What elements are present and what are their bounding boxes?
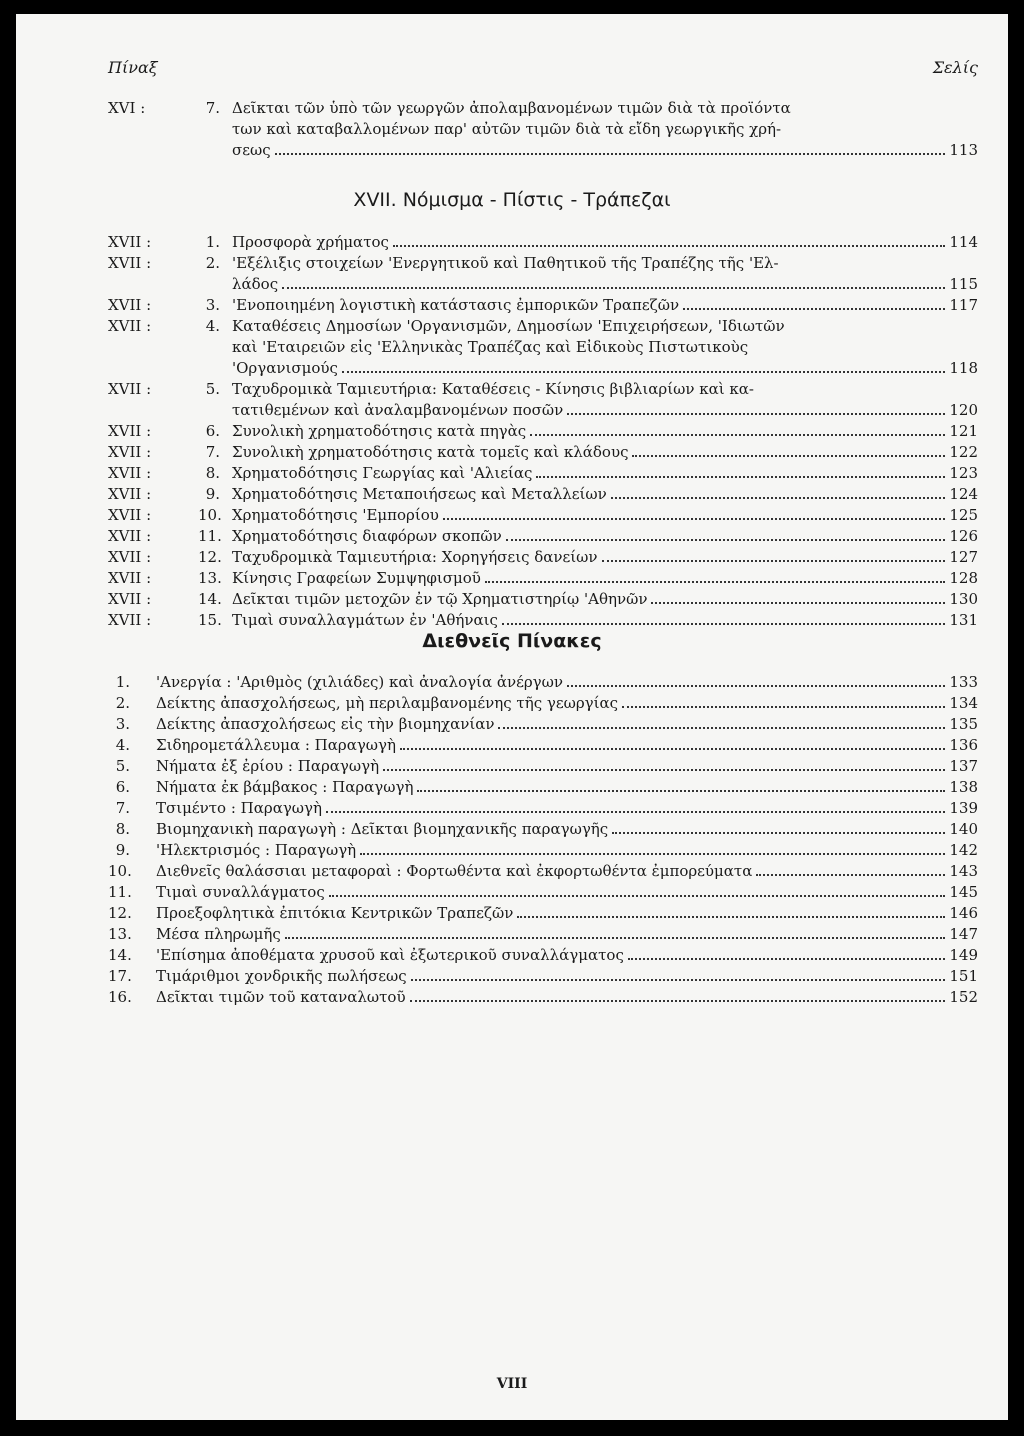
entry-text [232, 232, 978, 253]
entry-number: 13. [198, 569, 222, 587]
entry-number: 14. [198, 590, 222, 608]
entry-title: 'Ενοποιημένη λογιστικὴ κατάστασις ἐμπορικῶν Τραπεζῶν [232, 296, 680, 314]
entry-number: 11. [198, 527, 222, 545]
entry-text-line: 'Εξέλιξις στοιχείων 'Ενεργητικοῦ καὶ Παθητικοῦ τῆς Τραπέζης τῆς 'Ελ- [232, 254, 779, 272]
entry-page-number: 113 [949, 141, 978, 159]
entry-page-number: 118 [949, 359, 978, 377]
page-folio: VIII [496, 1376, 528, 1392]
dot-leader [360, 840, 945, 855]
entry-title: Χρηματοδότησις Γεωργίας καὶ 'Αλιείας [232, 464, 533, 482]
entry-text-line: Ταχυδρομικὰ Ταμιευτήρια: Καταθέσεις - Κίνησις βιβλιαρίων καὶ κα- [232, 380, 754, 398]
entry-text [232, 295, 978, 316]
table-group: XVII : [108, 590, 152, 608]
entry-number: 3. [115, 715, 130, 733]
entry-last-line [232, 484, 978, 505]
entry-text [232, 610, 978, 631]
dot-leader [410, 987, 946, 1002]
dot-leader [683, 295, 945, 310]
table-group: XVII : [108, 254, 152, 272]
entry-page-number: 122 [949, 443, 978, 461]
entry-page-number: 147 [949, 925, 978, 943]
dot-leader [536, 463, 945, 478]
entry-page-number: 142 [949, 841, 978, 859]
table-group: XVII : [108, 296, 152, 314]
dot-leader [622, 693, 945, 708]
entry-text-line: των καὶ καταβαλλομένων παρ' αὐτῶν τιμῶν διὰ τὰ εἴδη γεωργικῆς χρή- [232, 120, 782, 138]
table-group: XVII : [108, 380, 152, 398]
entry-title: Μέσα πληρωμῆς [156, 925, 281, 943]
entry-title: Δείκτης ἀπασχολήσεως εἰς τὴν βιομηχανίαν [156, 715, 495, 733]
entry-title: Κίνησις Γραφείων Συμψηφισμοῦ [232, 569, 481, 587]
entry-number: 10. [108, 862, 132, 880]
dot-leader [326, 798, 945, 813]
entry-title: Χρηματοδότησις 'Εμπορίου [232, 506, 439, 524]
entry-number: 4. [205, 317, 220, 335]
entry-page-number: 115 [949, 275, 978, 293]
entry-text [156, 693, 978, 714]
entry-text [156, 777, 978, 798]
entry-title: Νήματα ἐκ βάμβακος : Παραγωγὴ [156, 778, 414, 796]
entry-last-line [232, 526, 978, 547]
entry-number: 9. [205, 485, 220, 503]
entry-text [156, 966, 978, 987]
table-group: XVI : [108, 99, 146, 117]
entry-title: Νήματα ἐξ ἐρίου : Παραγωγὴ [156, 757, 380, 775]
dot-leader [632, 442, 945, 457]
entry-text-line: καὶ 'Εταιρειῶν εἰς 'Ελληνικὰς Τραπέζας καὶ Εἰδικοὺς Πιστωτικοὺς [232, 338, 749, 356]
entry-number: 9. [115, 841, 130, 859]
entry-text [156, 756, 978, 777]
table-group: XVII : [108, 485, 152, 503]
dot-leader [417, 777, 945, 792]
dot-leader [611, 484, 946, 499]
entry-last-line [232, 505, 978, 526]
entry-last-line [232, 442, 978, 463]
entry-number: 12. [108, 904, 132, 922]
entry-number: 7. [115, 799, 130, 817]
entry-title: Δείκτης ἀπασχολήσεως, μὴ περιλαμβανομένης τῆς γεωργίας [156, 694, 619, 712]
entry-number: 1. [115, 673, 130, 691]
entry-title: Διεθνεῖς θαλάσσιαι μεταφοραὶ : Φορτωθέντα καὶ ἐκφορτωθέντα ἐμπορεύματα [156, 862, 753, 880]
entry-last-line [232, 140, 978, 161]
entry-last-line [232, 463, 978, 484]
entry-title: Δεῖκται τιμῶν μετοχῶν ἐν τῷ Χρηματιστηρίῳ 'Αθηνῶν [232, 590, 648, 608]
entry-number: 7. [205, 99, 220, 117]
table-group: XVII : [108, 443, 152, 461]
entry-text [232, 505, 978, 526]
entry-text [156, 735, 978, 756]
entry-title: Τιμαὶ συναλλάγματος [156, 883, 325, 901]
entry-title: Χρηματοδότησις Μεταποιήσεως καὶ Μεταλλείων [232, 485, 607, 503]
entry-page-number: 152 [949, 988, 978, 1006]
entry-text [156, 987, 978, 1008]
entry-page-number: 126 [949, 527, 978, 545]
table-group: XVII : [108, 422, 152, 440]
table-group: XVII : [108, 611, 152, 629]
entry-text-line: Δεῖκται τῶν ὑπὸ τῶν γεωργῶν ἀπολαμβανομένων τιμῶν διὰ τὰ προϊόντα [232, 99, 791, 117]
section-heading: XVII. Νόμισμα - Πίστις - Τράπεζαι [353, 189, 671, 211]
entry-text [156, 861, 978, 882]
entry-number: 5. [205, 380, 220, 398]
entry-number: 1. [205, 233, 220, 251]
entry-last-line [232, 421, 978, 442]
entry-text [232, 421, 978, 442]
entry-title: Τσιμέντο : Παραγωγὴ [156, 799, 322, 817]
entry-page-number: 137 [949, 757, 978, 775]
entry-text [156, 945, 978, 966]
entry-text [156, 819, 978, 840]
entry-number: 8. [115, 820, 130, 838]
entry-title: Χρηματοδότησις διαφόρων σκοπῶν [232, 527, 502, 545]
entry-text [232, 379, 978, 421]
entry-text [156, 798, 978, 819]
entry-last-line [156, 882, 978, 903]
entry-page-number: 149 [949, 946, 978, 964]
entry-page-number: 131 [949, 611, 978, 629]
entry-title: Ταχυδρομικὰ Ταμιευτήρια: Χορηγήσεις δανείων [232, 548, 598, 566]
dot-leader [275, 140, 946, 155]
entry-title: σεως [232, 141, 271, 159]
entry-page-number: 134 [949, 694, 978, 712]
entry-text [156, 714, 978, 735]
dot-leader [443, 505, 945, 520]
entry-last-line [232, 274, 978, 295]
entry-title: Τιμάριθμοι χονδρικῆς πωλήσεως [156, 967, 407, 985]
entry-title: Προσφορὰ χρήματος [232, 233, 389, 251]
entry-page-number: 151 [949, 967, 978, 985]
entry-page-number: 114 [949, 233, 978, 251]
entry-title: Προεξοφλητικὰ ἐπιτόκια Κεντρικῶν Τραπεζῶν [156, 904, 514, 922]
entry-number: 10. [198, 506, 222, 524]
header-table-label: Πίναξ [108, 58, 158, 77]
entry-last-line [156, 903, 978, 924]
entry-last-line [156, 672, 978, 693]
entry-page-number: 127 [949, 548, 978, 566]
dot-leader [342, 358, 945, 373]
entry-last-line [156, 840, 978, 861]
entry-title: Συνολικὴ χρηματοδότησις κατὰ τομεῖς καὶ κλάδους [232, 443, 629, 461]
entry-last-line [156, 987, 978, 1008]
dot-leader [567, 672, 945, 687]
dot-leader [628, 945, 946, 960]
table-group: XVII : [108, 527, 152, 545]
entry-page-number: 120 [949, 401, 978, 419]
entry-page-number: 128 [949, 569, 978, 587]
entry-page-number: 140 [949, 820, 978, 838]
entry-text [232, 589, 978, 610]
table-group: XVII : [108, 548, 152, 566]
dot-leader [756, 861, 945, 876]
dot-leader [285, 924, 946, 939]
entry-number: 5. [115, 757, 130, 775]
entry-text [156, 840, 978, 861]
dot-leader [567, 400, 945, 415]
entry-last-line [156, 693, 978, 714]
dot-leader [411, 966, 946, 981]
entry-number: 17. [108, 967, 132, 985]
dot-leader [530, 421, 945, 436]
entry-last-line [232, 400, 978, 421]
entry-title: Συνολικὴ χρηματοδότησις κατὰ πηγὰς [232, 422, 527, 440]
entry-page-number: 143 [949, 862, 978, 880]
entry-title: Σιδηρομετάλλευμα : Παραγωγὴ [156, 736, 396, 754]
entry-number: 7. [205, 443, 220, 461]
entry-page-number: 130 [949, 590, 978, 608]
entry-page-number: 145 [949, 883, 978, 901]
entry-last-line [232, 232, 978, 253]
entry-text-line: Καταθέσεις Δημοσίων 'Οργανισμῶν, Δημοσίων 'Επιχειρήσεων, 'Ιδιωτῶν [232, 317, 785, 335]
dot-leader [282, 274, 945, 289]
entry-text [156, 924, 978, 945]
entry-page-number: 135 [949, 715, 978, 733]
document-page [16, 14, 1008, 1420]
table-group: XVII : [108, 569, 152, 587]
entry-page-number: 123 [949, 464, 978, 482]
entry-last-line [156, 798, 978, 819]
dot-leader [602, 547, 946, 562]
dot-leader [502, 610, 945, 625]
dot-leader [400, 735, 945, 750]
entry-text [156, 903, 978, 924]
entry-title: λάδος [232, 275, 279, 293]
entry-page-number: 121 [949, 422, 978, 440]
entry-last-line [156, 756, 978, 777]
entry-title: Δεῖκται τιμῶν τοῦ καταναλωτοῦ [156, 988, 406, 1006]
entry-last-line [232, 589, 978, 610]
entry-page-number: 138 [949, 778, 978, 796]
entry-title: τατιθεμένων καὶ ἀναλαμβανομένων ποσῶν [232, 401, 564, 419]
dot-leader [506, 526, 946, 541]
entry-number: 15. [198, 611, 222, 629]
running-header [108, 58, 978, 77]
entry-text [232, 98, 978, 161]
entry-title: 'Ηλεκτρισμός : Παραγωγὴ [156, 841, 357, 859]
table-group: XVII : [108, 506, 152, 524]
dot-leader [517, 903, 945, 918]
entry-number: 14. [108, 946, 132, 964]
entry-title: 'Οργανισμούς [232, 359, 338, 377]
entry-title: Τιμαὶ συναλλαγμάτων ἐν 'Αθήναις [232, 611, 498, 629]
table-group: XVII : [108, 464, 152, 482]
entry-number: 6. [115, 778, 130, 796]
entry-text [232, 526, 978, 547]
dot-leader [329, 882, 946, 897]
entry-number: 12. [198, 548, 222, 566]
entry-last-line [156, 735, 978, 756]
entry-last-line [156, 966, 978, 987]
section-heading: Διεθνεῖς Πίνακες [422, 630, 602, 652]
entry-last-line [156, 945, 978, 966]
entry-number: 11. [108, 883, 132, 901]
dot-leader [498, 714, 945, 729]
entry-page-number: 124 [949, 485, 978, 503]
entry-number: 6. [205, 422, 220, 440]
dot-leader [612, 819, 945, 834]
entry-last-line [232, 358, 978, 379]
entry-text [156, 672, 978, 693]
entry-number: 8. [205, 464, 220, 482]
entry-text [156, 882, 978, 903]
entry-page-number: 139 [949, 799, 978, 817]
entry-text [232, 316, 978, 379]
entry-last-line [232, 610, 978, 631]
entry-last-line [156, 924, 978, 945]
entry-title: Βιομηχανικὴ παραγωγὴ : Δεῖκται βιομηχανικῆς παραγωγῆς [156, 820, 609, 838]
table-group: XVII : [108, 233, 152, 251]
entry-text [232, 547, 978, 568]
entry-page-number: 136 [949, 736, 978, 754]
entry-number: 2. [205, 254, 220, 272]
dot-leader [485, 568, 946, 583]
entry-number: 4. [115, 736, 130, 754]
entry-number: 3. [205, 296, 220, 314]
entry-last-line [232, 547, 978, 568]
header-page-label: Σελίς [932, 58, 978, 77]
dot-leader [383, 756, 945, 771]
dot-leader [651, 589, 945, 604]
entry-last-line [156, 819, 978, 840]
entry-last-line [232, 295, 978, 316]
entry-number: 2. [115, 694, 130, 712]
entry-last-line [156, 861, 978, 882]
entry-page-number: 125 [949, 506, 978, 524]
entry-text [232, 568, 978, 589]
entry-text [232, 484, 978, 505]
entry-number: 16. [108, 988, 132, 1006]
entry-last-line [156, 777, 978, 798]
dot-leader [393, 232, 945, 247]
entry-text [232, 442, 978, 463]
entry-title: 'Επίσημα ἀποθέματα χρυσοῦ καὶ ἐξωτερικοῦ συναλλάγματος [156, 946, 624, 964]
entry-title: 'Ανεργία : 'Αριθμὸς (χιλιάδες) καὶ ἀναλογία ἀνέργων [156, 673, 563, 691]
entry-page-number: 117 [949, 296, 978, 314]
table-group: XVII : [108, 317, 152, 335]
entry-page-number: 146 [949, 904, 978, 922]
entry-text [232, 253, 978, 295]
entry-number: 13. [108, 925, 132, 943]
entry-last-line [232, 568, 978, 589]
entry-text [232, 463, 978, 484]
entry-page-number: 133 [949, 673, 978, 691]
entry-last-line [156, 714, 978, 735]
